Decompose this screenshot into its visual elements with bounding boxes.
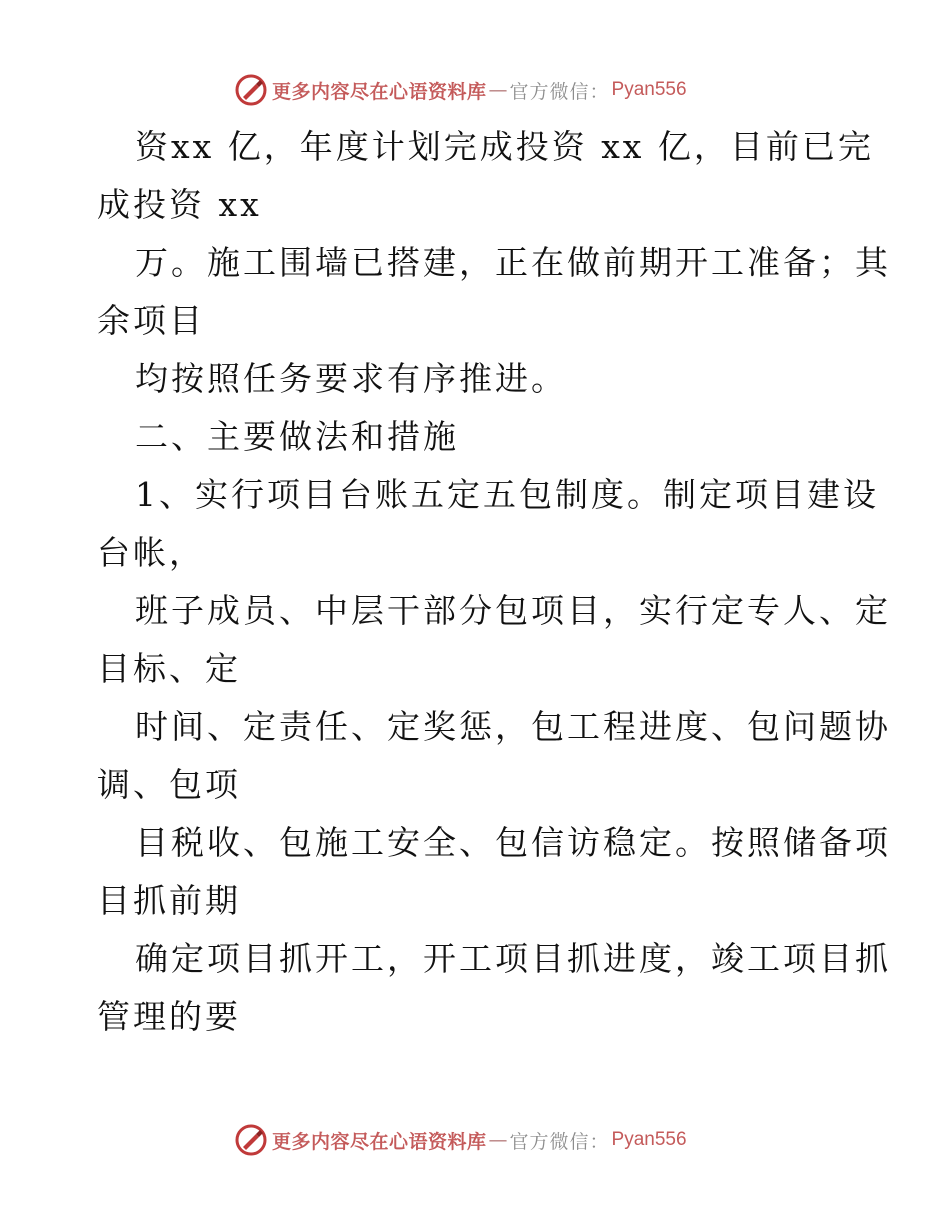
paragraph-line: 资xx 亿，年度计划完成投资 xx 亿，目前已完	[135, 127, 874, 166]
paragraph-line: 成投资 xx	[97, 185, 262, 224]
paragraph-line: 目标、定	[97, 649, 241, 688]
paragraph-line: 1、实行项目台账五定五包制度。制定项目建设	[135, 475, 879, 514]
watermark-contact-label: 官方微信：	[509, 1130, 610, 1153]
paragraph-line: 余项目	[97, 301, 205, 340]
paragraph-line: 目抓前期	[97, 881, 241, 920]
paragraph-line: 班子成员、中层干部分包项目，实行定专人、定	[135, 591, 891, 630]
footer-watermark	[234, 1122, 687, 1158]
paragraph-line: 时间、定责任、定奖惩，包工程进度、包问题协	[135, 707, 891, 746]
paragraph-line: 调、包项	[97, 765, 241, 804]
watermark-contact-label: 官方微信：	[509, 80, 610, 103]
header-watermark	[234, 72, 687, 108]
watermark-handle: Pyan556	[611, 79, 687, 100]
pen-logo-icon	[234, 73, 268, 107]
watermark-handle: Pyan556	[611, 1129, 687, 1150]
body-text	[97, 118, 891, 1046]
section-heading: 二、主要做法和措施	[135, 417, 459, 456]
watermark-brand: 更多内容尽在心语资料库	[272, 1130, 487, 1153]
paragraph-line: 均按照任务要求有序推进。	[135, 359, 567, 398]
paragraph-line: 确定项目抓开工，开工项目抓进度，竣工项目抓	[135, 939, 891, 978]
paragraph-line: 目税收、包施工安全、包信访稳定。按照储备项	[135, 823, 891, 862]
pen-logo-icon	[234, 1123, 268, 1157]
paragraph-line: 管理的要	[97, 997, 241, 1036]
watermark-separator: —	[488, 79, 508, 101]
paragraph-line: 万。施工围墙已搭建，正在做前期开工准备；其	[135, 243, 891, 282]
watermark-separator: —	[488, 1129, 508, 1151]
paragraph-line: 台帐，	[97, 533, 205, 572]
watermark-brand: 更多内容尽在心语资料库	[272, 80, 487, 103]
